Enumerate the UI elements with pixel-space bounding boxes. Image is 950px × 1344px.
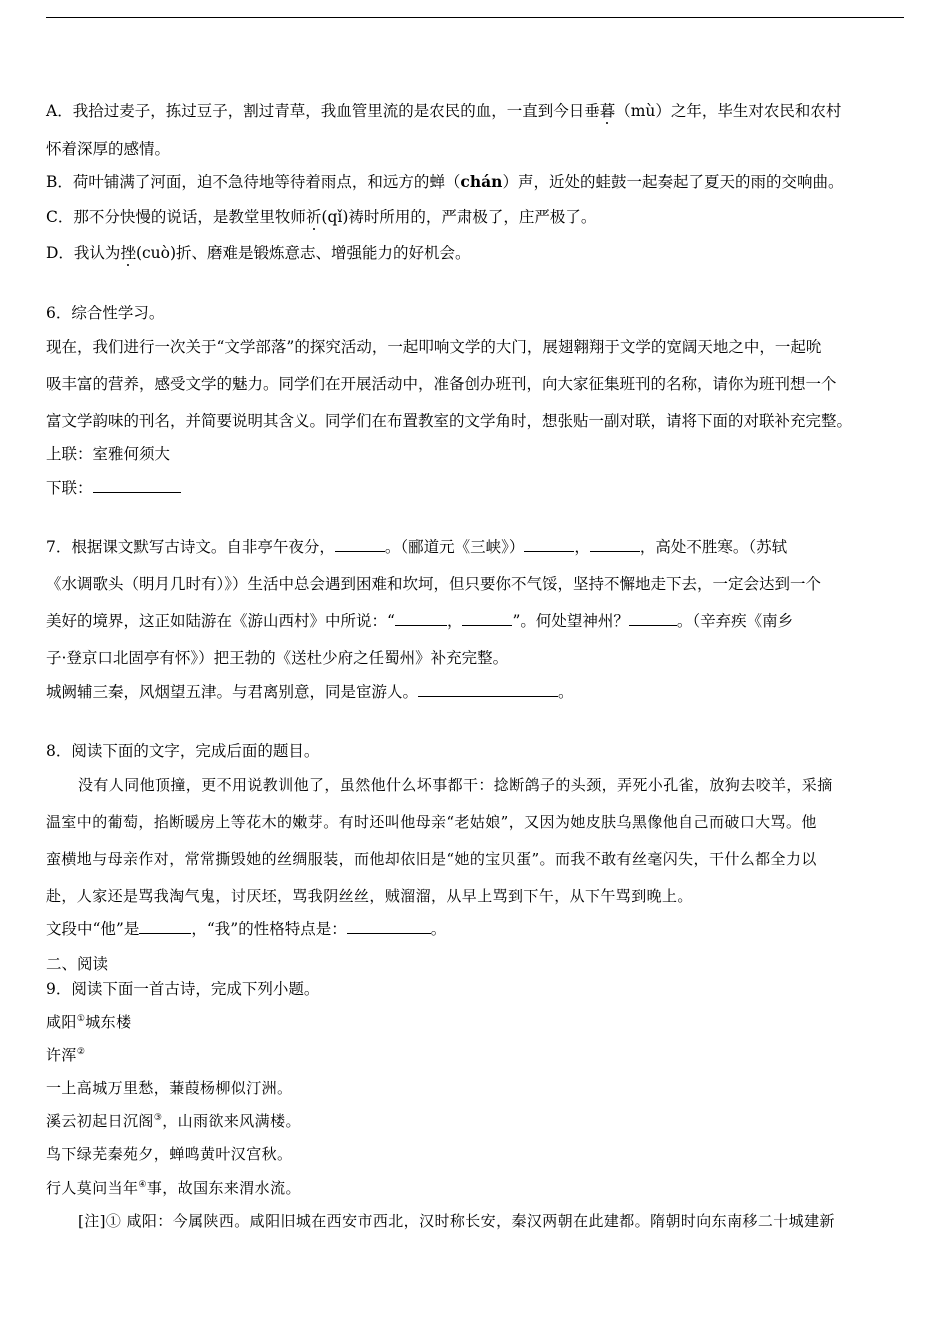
q6-title: 6．综合性学习。 <box>46 304 165 322</box>
answer-blank[interactable] <box>524 537 574 552</box>
q5-option-d: D．我认为挫(cuò)折、磨难是锻炼意志、增强能力的好机会。 <box>46 244 471 262</box>
q5-option-a-line1: A．我拾过麦子，拣过豆子，割过青草，我血管里流的是农民的血，一直到今日垂暮（mù）之年，毕生对农民和农村 <box>46 102 842 120</box>
q7-line5: 城阙辅三秦，风烟望五津。与君离别意，同是宦游人。 。 <box>46 683 574 701</box>
q8-question: 文段中“他”是 ，“我”的性格特点是： 。 <box>46 920 447 938</box>
poem-line3: 鸟下绿芜秦苑夕，蝉鸣黄叶汉宫秋。 <box>46 1145 293 1163</box>
poem-note: [注]① 咸阳：今属陕西。咸阳旧城在西安市西北，汉时称长安，秦汉两朝在此建都。隋朝时向东南移二十城建新 <box>78 1212 835 1230</box>
q7-line1: 7．根据课文默写古诗文。自非亭午夜分， 。（郦道元《三峡》） ， ，高处不胜寒。（苏轼 <box>46 538 788 556</box>
q8-passage-line2: 温室中的葡萄，掐断暖房上等花木的嫩芽。有时还叫他母亲“老姑娘”，又因为她皮肤乌黑像他自己而破口大骂。他 <box>46 813 817 831</box>
answer-blank[interactable] <box>462 611 512 626</box>
answer-blank[interactable] <box>93 478 181 493</box>
section-heading-reading: 二、阅读 <box>46 955 109 973</box>
answer-blank[interactable] <box>395 611 447 626</box>
q5-option-b: B．荷叶铺满了河面，迫不急待地等待着雨点，和远方的蝉（chán）声，近处的蛙鼓一起奏起了夏天的雨的交响曲。 <box>46 172 844 191</box>
answer-blank[interactable] <box>629 611 677 626</box>
answer-blank[interactable] <box>335 537 385 552</box>
answer-blank[interactable] <box>139 919 191 934</box>
q6-paragraph-line3: 富文学韵味的刊名，并简要说明其含义。同学们在布置教室的文学角时，想张贴一副对联，请将下面的对联补充完整。 <box>46 412 853 430</box>
emphasis-dot-char: 祈 <box>305 208 322 226</box>
emphasis-dot-char: 挫 <box>120 244 136 262</box>
q9-title: 9．阅读下面一首古诗，完成下列小题。 <box>46 980 320 998</box>
answer-blank[interactable] <box>590 537 640 552</box>
q5-option-c: C．那不分快慢的说话，是教堂里牧师祈(qǐ)祷时所用的，严肃极了，庄严极了。 <box>46 208 597 226</box>
q8-title: 8．阅读下面的文字，完成后面的题目。 <box>46 742 320 760</box>
q6-paragraph-line1: 现在，我们进行一次关于“文学部落”的探究活动，一起叩响文学的大门，展翅翱翔于文学的宽阔天地之中，一起吮 <box>46 338 822 356</box>
answer-blank[interactable] <box>347 919 431 934</box>
header-rule <box>46 17 904 18</box>
q5-option-a-line2: 怀着深厚的感情。 <box>46 140 171 158</box>
q6-paragraph-line2: 吸丰富的营养，感受文学的魅力。同学们在开展活动中，准备创办班刊，向大家征集班刊的名称，请你为班刊想一个 <box>46 375 837 393</box>
q7-line4: 子·登京口北固亭有怀》）把王勃的《送杜少府之任蜀州》补充完整。 <box>46 649 509 667</box>
q8-passage-line3: 蛮横地与母亲作对，常常撕毁她的丝绸服装，而他却依旧是“她的宝贝蛋”。而我不敢有丝毫闪失，干什么都全力以 <box>46 850 817 868</box>
q8-passage-line4: 赴，人家还是骂我淘气鬼，讨厌坯，骂我阴丝丝，贼溜溜，从早上骂到下午，从下午骂到晚上。 <box>46 887 693 905</box>
poem-line4: 行人莫问当年④事，故国东来渭水流。 <box>46 1179 301 1197</box>
poem-line1: 一上高城万里愁，蒹葭杨柳似汀洲。 <box>46 1079 293 1097</box>
q7-line3: 美好的境界，这正如陆游在《游山西村》中所说：“ ， ”。何处望神州？ 。（辛弃疾《南乡 <box>46 612 794 630</box>
poem-title: 咸阳①城东楼 <box>46 1013 132 1031</box>
q7-line2: 《水调歌头（明月几时有）》）生活中总会遇到困难和坎坷，但只要你不气馁，坚持不懈地走下去，一定会达到一个 <box>46 575 822 593</box>
poem-author: 许浑② <box>46 1046 86 1064</box>
emphasis-dot-char: 暮 <box>599 102 616 120</box>
answer-blank[interactable] <box>418 682 558 697</box>
poem-line2: 溪云初起日沉阁③，山雨欲来风满楼。 <box>46 1112 301 1130</box>
q6-upper-couplet: 上联：室雅何须大 <box>46 445 171 463</box>
q6-lower-couplet: 下联： <box>46 478 181 498</box>
q8-passage-line1: 没有人同他顶撞，更不用说教训他了，虽然他什么坏事都干：捻断鸽子的头颈，弄死小孔雀，放狗去咬羊，采摘 <box>78 776 833 794</box>
